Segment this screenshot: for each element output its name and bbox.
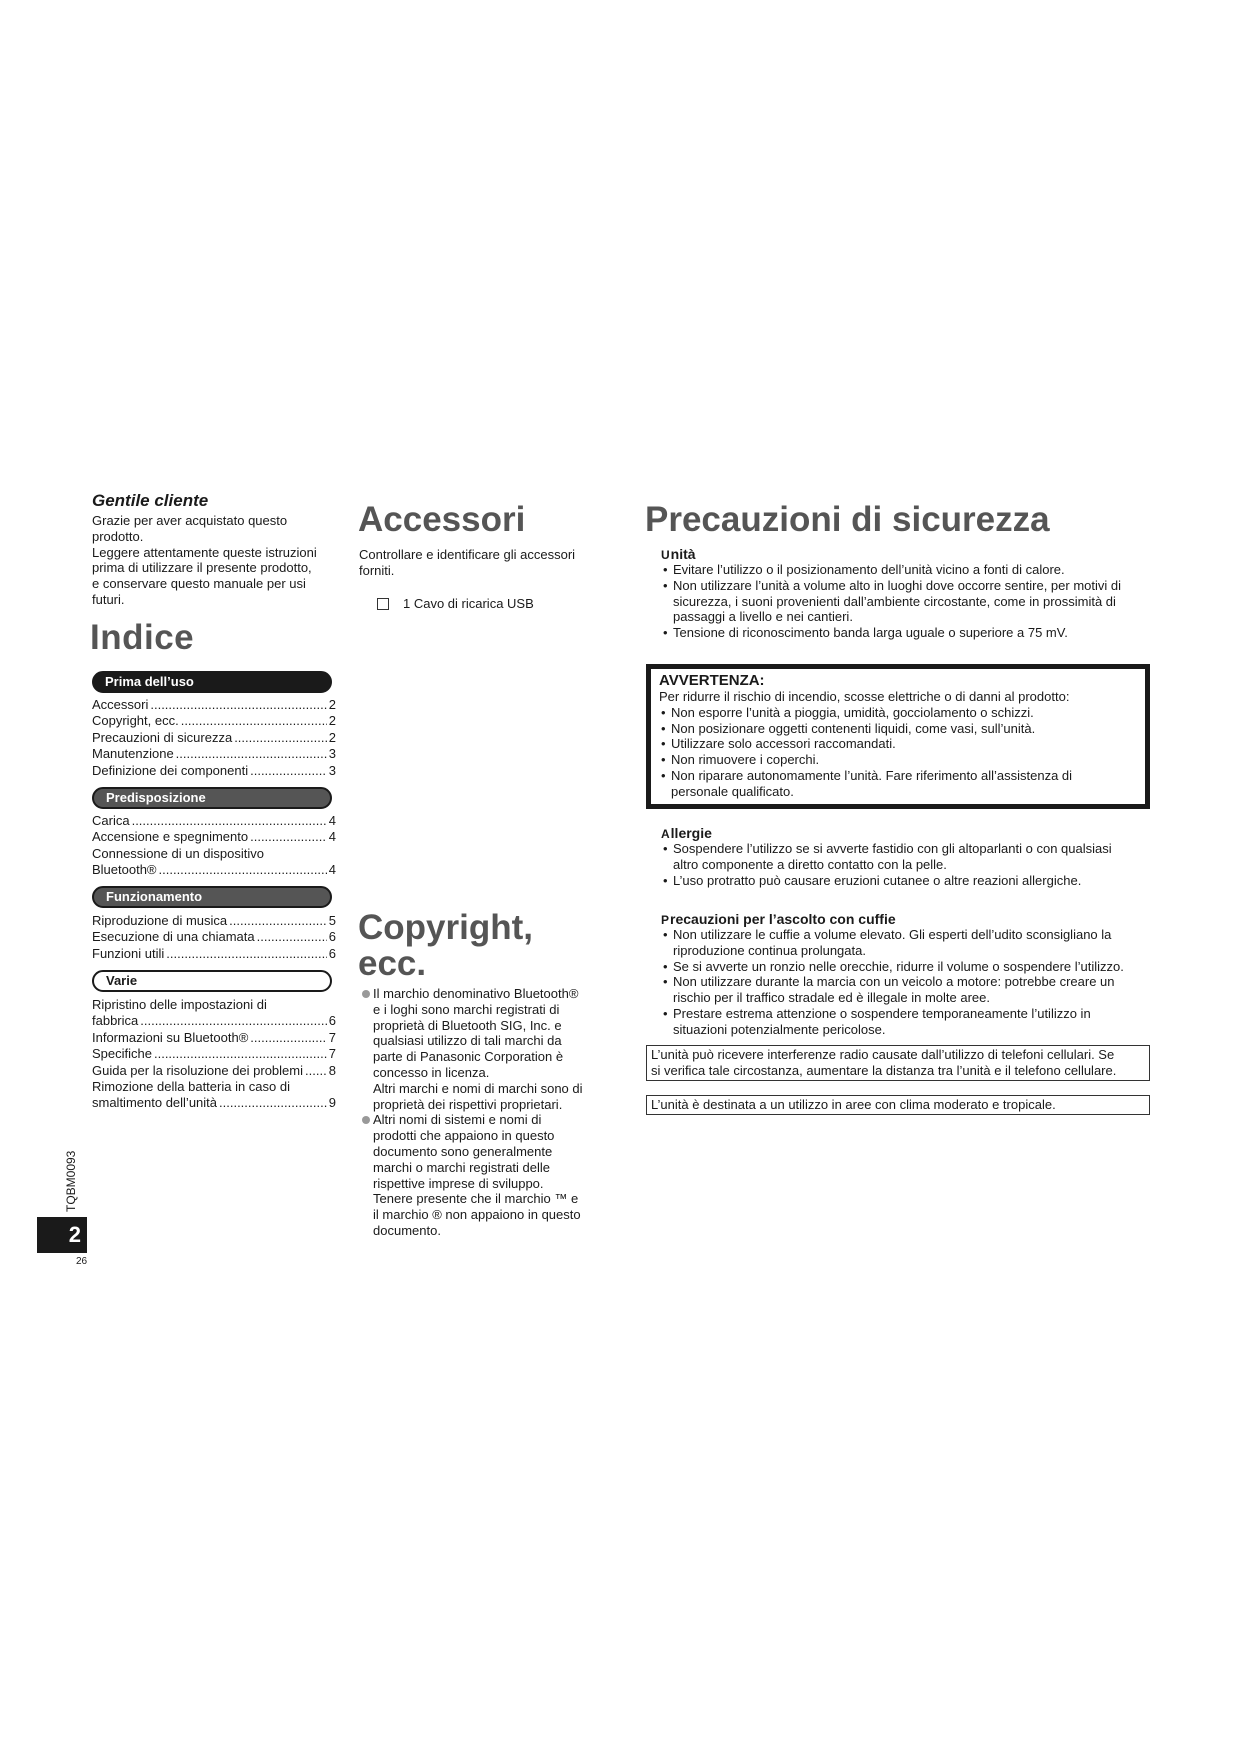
copyright-line: parte di Panasonic Corporation è: [373, 1049, 564, 1065]
greeting-line: futuri.: [92, 591, 125, 607]
copyright-line: rispettive imprese di sviluppo.: [373, 1175, 544, 1191]
bullet-item: • Sospendere l’utilizzo se si avverte fastidio con gli altoparlanti o con qualsiasi altro componente a diretto contatto con la pelle.: [661, 841, 1161, 873]
bullet-item: • Non posizionare oggetti contenenti liquidi, come vasi, sull’unità.: [659, 721, 1137, 737]
toc-list-prima-uso: [92, 697, 336, 779]
toc-entry[interactable]: Definizione dei componenti ..... 3: [92, 763, 336, 779]
section-allergie: [661, 825, 1161, 888]
toc-entry-continued: Rimozione della batteria in caso di: [92, 1079, 290, 1095]
bullet-dot-icon: [362, 1116, 370, 1124]
note-climate: L’unità è destinata a un utilizzo in aree con clima moderato e tropicale.: [646, 1095, 1150, 1115]
toc-entry[interactable]: Copyright, ecc. ..... 2: [92, 713, 336, 729]
bullet-item: • Evitare l’utilizzo o il posizionamento dell’unità vicino a fonti di calore.: [661, 562, 1161, 578]
precauzioni-title: Precauzioni di sicurezza: [645, 500, 1050, 539]
toc-entry[interactable]: Carica ..... 4: [92, 813, 336, 829]
toc-entry[interactable]: Esecuzione di una chiamata ..... 6: [92, 929, 336, 945]
toc-entry[interactable]: Funzioni utili ..... 6: [92, 946, 336, 962]
greeting-line: e conservare questo manuale per usi: [92, 576, 306, 592]
bullet-dot-icon: [362, 990, 370, 998]
bullet-item: • Prestare estrema attenzione o sospendere temporaneamente l’utilizzo in situazioni potenzialmente pericolose.: [661, 1006, 1161, 1038]
toc-list-predisposizione: [92, 813, 336, 879]
greeting-title: Gentile cliente: [92, 491, 209, 510]
toc-entry[interactable]: Accensione e spegnimento ..... 4: [92, 829, 336, 845]
greeting-line: Leggere attentamente queste istruzioni: [92, 544, 317, 560]
accessori-item: [377, 596, 534, 611]
toc-entry[interactable]: Bluetooth® ..... 4: [92, 862, 336, 878]
allergie-bullets: [661, 841, 1161, 888]
document-code: TQBM0093: [64, 1150, 78, 1212]
accessori-title: Accessori: [358, 500, 526, 539]
greeting-line: prima di utilizzare il presente prodotto,: [92, 560, 312, 576]
secondary-page-number: 26: [76, 1256, 88, 1267]
bullet-item: • Utilizzare solo accessori raccomandati.: [659, 736, 1137, 752]
toc-section-predisposizione: Predisposizione: [92, 787, 332, 809]
note-interference: L’unità può ricevere interferenze radio causate dall’utilizzo di telefoni cellulari. Se si verifica tale circostanza, aumentare la distanza tra l’unità e il telefono cellulare.: [646, 1045, 1150, 1081]
copyright-line: prodotti che appaiono in questo: [373, 1128, 555, 1144]
warning-box: [646, 664, 1150, 809]
bullet-item: • Non utilizzare le cuffie a volume elevato. Gli esperti dell’udito sconsigliano la riproduzione continua prolungata.: [661, 927, 1161, 959]
copyright-item: [360, 1112, 610, 1238]
toc-list-funzionamento: [92, 913, 336, 962]
copyright-line: e i loghi sono marchi registrati di: [373, 1001, 560, 1017]
copyright-line: documento.: [373, 1222, 441, 1238]
toc-section-funzionamento: Funzionamento: [92, 886, 332, 908]
bullet-item: • Non rimuovere i coperchi.: [659, 752, 1137, 768]
toc-entry[interactable]: Informazioni su Bluetooth® ..... 7: [92, 1030, 336, 1046]
accessori-intro-line: Controllare e identificare gli accessori: [359, 547, 576, 562]
bullet-item: • Non esporre l’unità a pioggia, umidità, gocciolamento o schizzi.: [659, 705, 1137, 721]
bullet-item: • Non utilizzare l’unità a volume alto in luoghi dove occorre sentire, per motivi di sicurezza, i suoni provenienti dall’ambiente circostante, come in prossimità di passaggi a livello e nei cantieri.: [661, 578, 1161, 625]
section-mark: P: [661, 913, 670, 927]
copyright-line: documento sono generalmente: [373, 1143, 553, 1159]
section-unita-heading: Unità: [661, 546, 696, 562]
copyright-line: Tenere presente che il marchio ™ e: [373, 1191, 579, 1207]
toc-entry[interactable]: fabbrica ..... 6: [92, 1013, 336, 1029]
toc-entry[interactable]: smaltimento dell’unità ..... 9: [92, 1095, 336, 1111]
toc-entry-continued: Ripristino delle impostazioni di: [92, 997, 267, 1012]
bullet-item: • Non utilizzare durante la marcia con un veicolo a motore: potrebbe creare un rischio per il traffico stradale ed è illegale in molte aree.: [661, 974, 1161, 1006]
bullet-item: • Se si avverte un ronzio nelle orecchie, ridurre il volume o sospendere l’utilizzo.: [661, 959, 1161, 975]
section-mark: U: [661, 548, 670, 562]
section-allergie-heading: Allergie: [661, 825, 712, 841]
copyright-line: Altri nomi di sistemi e nomi di: [373, 1112, 542, 1128]
copyright-title: [358, 910, 608, 982]
section-mark: A: [661, 827, 670, 841]
copyright-line: qualsiasi utilizzo di tali marchi da: [373, 1033, 562, 1049]
toc-section-prima-uso: Prima dell’uso: [92, 671, 332, 693]
warning-title: AVVERTENZA:: [659, 672, 765, 689]
copyright-line: il marchio ® non appaiono in questo: [373, 1207, 581, 1223]
copyright-line: marchi o marchi registrati delle: [373, 1159, 551, 1175]
warning-intro: Per ridurre il rischio di incendio, scosse elettriche o di danni al prodotto:: [659, 689, 1070, 704]
toc-section-varie: Varie: [92, 970, 332, 992]
section-cuffie: [661, 911, 1161, 1038]
copyright-title-line: Copyright,: [358, 908, 533, 947]
copyright-line: Il marchio denominativo Bluetooth®: [373, 986, 579, 1001]
greeting-text: [92, 513, 342, 608]
copyright-line: Altri marchi e nomi di marchi sono di: [373, 1080, 583, 1096]
unita-bullets: [661, 562, 1161, 641]
toc-entry[interactable]: Precauzioni di sicurezza ..... 2: [92, 730, 336, 746]
toc-entry[interactable]: Manutenzione ..... 3: [92, 746, 336, 762]
copyright-title-line: ecc.: [358, 944, 427, 983]
page-number-badge: 2: [37, 1217, 87, 1253]
bullet-item: • Tensione di riconoscimento banda larga uguale o superiore a 75 mV.: [661, 625, 1161, 641]
cuffie-bullets: [661, 927, 1161, 1038]
copyright-item: [360, 986, 610, 1112]
toc-entry[interactable]: Accessori ..... 2: [92, 697, 336, 713]
copyright-line: proprietà dei rispettivi proprietari.: [373, 1096, 563, 1112]
checkbox-icon[interactable]: [377, 598, 389, 610]
accessori-item-label: 1 Cavo di ricarica USB: [403, 596, 534, 611]
warning-bullets: [659, 705, 1137, 800]
accessori-intro-line: forniti.: [359, 562, 395, 578]
section-cuffie-heading: Precauzioni per l’ascolto con cuffie: [661, 911, 896, 927]
toc-entry[interactable]: Guida per la risoluzione dei problemi ..... 8: [92, 1063, 336, 1079]
accessori-intro: [359, 547, 609, 579]
bullet-item: • Non riparare autonomamente l’unità. Fare riferimento all’assistenza di personale qualificato.: [659, 768, 1137, 800]
greeting-line: Grazie per aver acquistato questo: [92, 513, 288, 528]
copyright-list: [360, 986, 610, 1239]
index-title: Indice: [90, 618, 195, 657]
copyright-line: proprietà di Bluetooth SIG, Inc. e: [373, 1017, 562, 1033]
toc-entry-continued: Connessione di un dispositivo: [92, 845, 264, 861]
bullet-item: • L’uso protratto può causare eruzioni cutanee o altre reazioni allergiche.: [661, 873, 1161, 889]
greeting-line: prodotto.: [92, 528, 144, 544]
section-unita: [661, 546, 1161, 641]
toc-entry[interactable]: Riproduzione di musica ..... 5: [92, 913, 336, 929]
toc-entry[interactable]: Specifiche ..... 7: [92, 1046, 336, 1062]
toc-list-varie: [92, 997, 336, 1112]
copyright-line: concesso in licenza.: [373, 1064, 490, 1080]
